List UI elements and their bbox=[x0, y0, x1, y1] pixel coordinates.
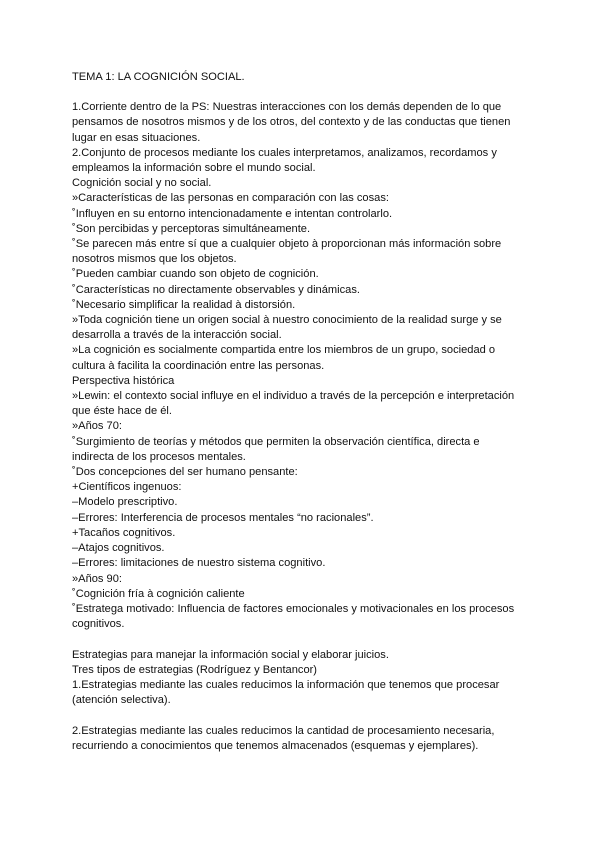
text-line: desarrolla a través de la interacción social. bbox=[72, 329, 282, 342]
text-line: cultura à facilita la coordinación entre las personas. bbox=[72, 359, 325, 372]
text-line: »La cognición es socialmente compartida entre los miembros de un grupo, sociedad o bbox=[72, 344, 496, 357]
text-line: –Errores: Interferencia de procesos mentales “no racionales”. bbox=[72, 511, 374, 524]
text-line: 2.Conjunto de procesos mediante los cuales interpretamos, analizamos, recordamos y bbox=[72, 146, 497, 159]
text-line: ˚Se parecen más entre sí que a cualquier objeto à proporcionan más información sobre bbox=[72, 238, 502, 251]
text-line: Perspectiva histórica bbox=[72, 374, 175, 387]
text-line: ˚Cognición fría à cognición caliente bbox=[72, 587, 245, 600]
text-line: ˚Influyen en su entorno intencionadamente e intentan controlarlo. bbox=[72, 207, 393, 220]
text-line: Cognición social y no social. bbox=[72, 177, 212, 190]
text-line: cognitivos. bbox=[72, 618, 125, 631]
text-line: ˚Son percibidas y perceptoras simultáneamente. bbox=[72, 222, 311, 235]
text-line: »Años 90: bbox=[72, 572, 122, 585]
text-line: –Modelo prescriptivo. bbox=[72, 496, 178, 509]
text-line: –Errores: limitaciones de nuestro sistema cognitivo. bbox=[72, 557, 326, 570]
text-line: indirecta de los procesos mentales. bbox=[72, 450, 246, 463]
document-body bbox=[72, 100, 530, 754]
text-line: pensamos de nosotros mismos y de los otros, del contexto y de las conductas que tienen bbox=[72, 116, 511, 129]
text-line: »Lewin: el contexto social influye en el individuo a través de la percepción e interpretación bbox=[72, 390, 515, 403]
blank-line bbox=[72, 632, 530, 647]
text-line: ˚Necesario simplificar la realidad à distorsión. bbox=[72, 298, 296, 311]
text-line: »Características de las personas en comparación con las cosas: bbox=[72, 192, 389, 205]
text-line: »Toda cognición tiene un origen social à nuestro conocimiento de la realidad surge y se bbox=[72, 314, 502, 327]
text-line: que éste hace de él. bbox=[72, 405, 172, 418]
text-line: ˚Dos concepciones del ser humano pensante: bbox=[72, 466, 298, 479]
text-line: »Años 70: bbox=[72, 420, 122, 433]
text-line: lugar en esas situaciones. bbox=[72, 131, 201, 144]
text-line: ˚Estratega motivado: Influencia de factores emocionales y motivacionales en los procesos bbox=[72, 602, 515, 615]
text-line: 1.Corriente dentro de la PS: Nuestras interacciones con los demás dependen de lo que bbox=[72, 101, 502, 114]
text-line: +Tacaños cognitivos. bbox=[72, 526, 176, 539]
text-line: ˚Surgimiento de teorías y métodos que permiten la observación científica, directa e bbox=[72, 435, 480, 448]
text-line: Tres tipos de estrategias (Rodríguez y Bentancor) bbox=[72, 663, 317, 676]
text-line: +Científicos ingenuos: bbox=[72, 481, 182, 494]
text-line: 1.Estrategias mediante las cuales reducimos la información que tenemos que procesar bbox=[72, 678, 500, 691]
text-line: –Atajos cognitivos. bbox=[72, 542, 165, 555]
text-line: 2.Estrategias mediante las cuales reducimos la cantidad de procesamiento necesaria, bbox=[72, 724, 495, 737]
text-line: (atención selectiva). bbox=[72, 694, 171, 707]
text-line: nosotros mismos que los objetos. bbox=[72, 253, 237, 266]
text-line: ˚Características no directamente observables y dinámicas. bbox=[72, 283, 360, 296]
text-line: recurriendo a conocimientos que tenemos almacenados (esquemas y ejemplares). bbox=[72, 739, 479, 752]
text-line: ˚Pueden cambiar cuando son objeto de cognición. bbox=[72, 268, 319, 281]
text-line: Estrategias para manejar la información social y elaborar juicios. bbox=[72, 648, 389, 661]
blank-line bbox=[72, 708, 530, 723]
document-title: TEMA 1: LA COGNICIÓN SOCIAL. bbox=[72, 71, 245, 83]
text-line: empleamos la información sobre el mundo social. bbox=[72, 162, 316, 175]
